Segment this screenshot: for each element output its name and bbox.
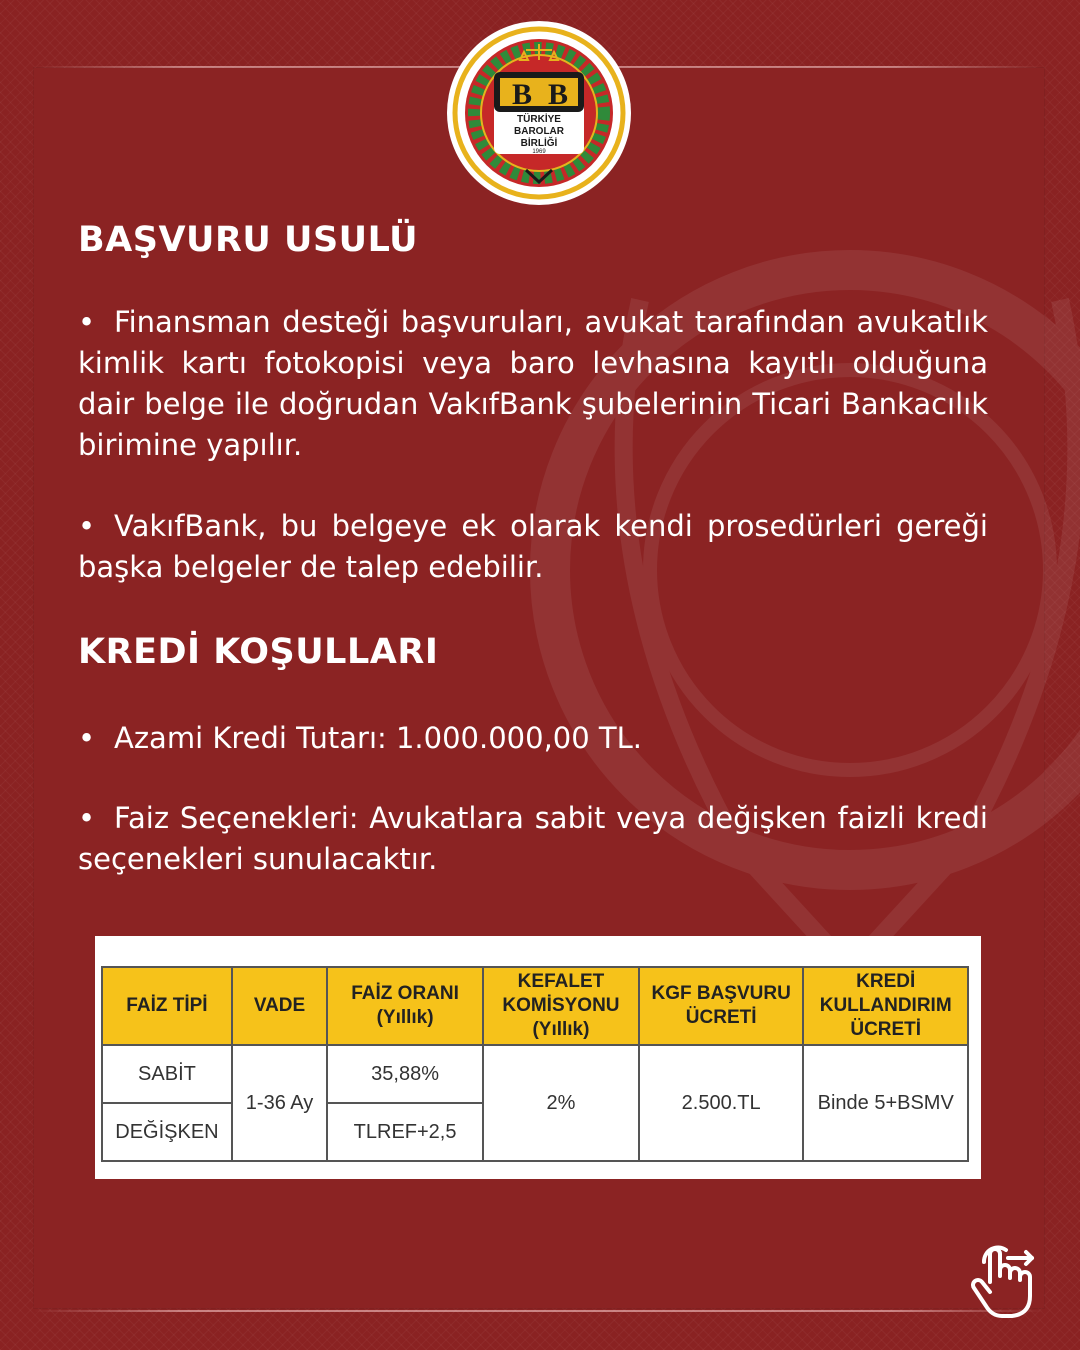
logo-text-line3: BİRLİĞİ [520,138,558,149]
cell-application-fee: 2.500.TL [639,1045,804,1161]
bullet-text: Azami Kredi Tutarı: 1.000.000,00 TL. [114,721,643,755]
section-title-application: BAŞVURU USULÜ [78,220,419,260]
cell-guarantee-commission: 2% [483,1045,639,1161]
bullet-text: Faiz Seçenekleri: Avukatlara sabit veya değişken faizli kredi seçenekleri sunulacaktır. [78,801,988,876]
bullet-marker: • [78,305,96,339]
header-interest-rate: FAİZ ORANI (Yıllık) [327,967,483,1045]
application-bullet-1 [78,302,988,466]
cell-interest-rate: 35,88% [327,1045,483,1103]
header-guarantee-commission: KEFALET KOMİSYONU (Yıllık) [483,967,639,1045]
bullet-marker: • [78,801,96,835]
cell-rate-type: SABİT [102,1045,232,1103]
logo-monogram-right: B [548,78,569,111]
header-usage-fee: KREDİ KULLANDIRIM ÜCRETİ [803,967,968,1045]
credit-terms-table-card [95,936,981,1179]
credit-bullet-1 [78,718,988,759]
bullet-marker: • [78,721,96,755]
logo-text-line1: TÜRKİYE [517,114,561,125]
header-application-fee: KGF BAŞVURU ÜCRETİ [639,967,804,1045]
bullet-text: Finansman desteği başvuruları, avukat tarafından avukatlık kimlik kartı fotokopisi veya baro levhasına kayıtlı olduğuna dair belge ile doğrudan VakıfBank şubelerinin Ticari Bankacılık birimine yapılır. [78,305,988,462]
swipe-hand-icon[interactable] [962,1240,1042,1320]
bottom-divider [34,1310,1044,1312]
logo-text-line2: BAROLAR [514,126,564,137]
cell-usage-fee: Binde 5+BSMV [803,1045,968,1161]
bullet-marker: • [78,509,96,543]
cell-rate-type: DEĞİŞKEN [102,1103,232,1161]
header-term: VADE [232,967,327,1045]
table-header-row [102,967,968,1045]
bullet-text: VakıfBank, bu belgeye ek olarak kendi prosedürleri gereği başka belgeler de talep edebilir. [78,509,988,584]
application-bullet-2 [78,506,988,588]
cell-interest-rate: TLREF+2,5 [327,1103,483,1161]
logo-monogram-left: B [512,78,533,111]
credit-terms-table [101,966,969,1162]
section-title-credit-terms: KREDİ KOŞULLARI [78,632,439,672]
credit-bullet-2 [78,798,988,880]
table-row [102,1045,968,1103]
logo-year: 1969 [532,149,546,155]
cell-term: 1-36 Ay [232,1045,327,1161]
tbb-logo [446,20,632,206]
header-rate-type: FAİZ TİPİ [102,967,232,1045]
